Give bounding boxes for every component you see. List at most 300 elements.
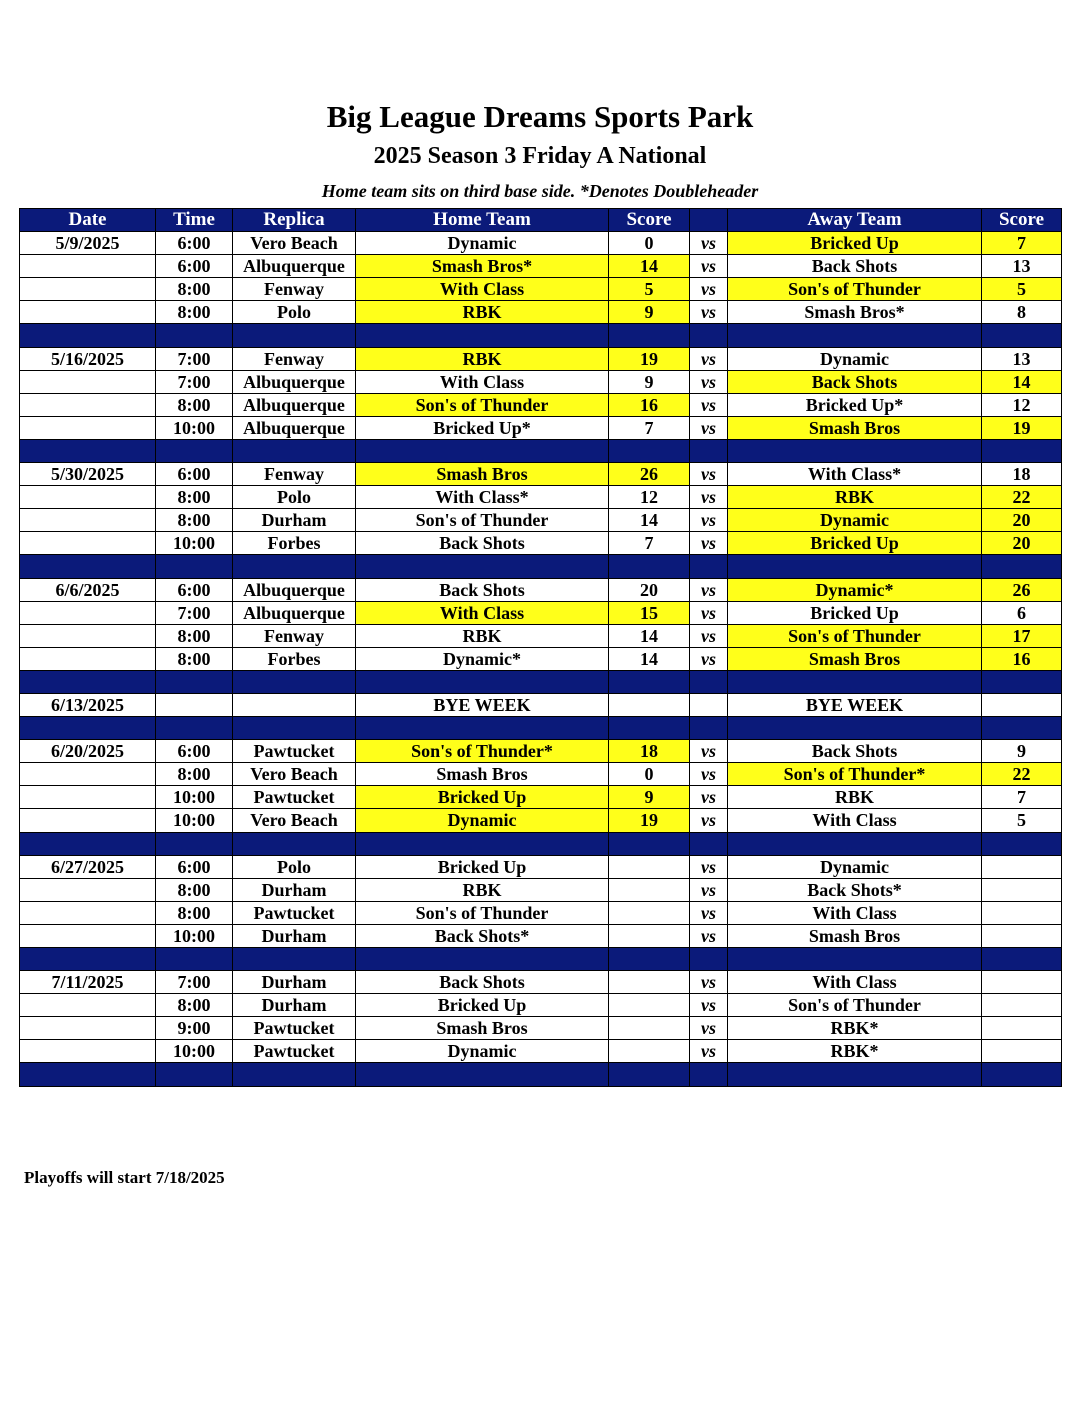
cell-time: 10:00 <box>156 1040 233 1063</box>
separator-cell <box>356 670 609 693</box>
cell-home-team: Son's of Thunder <box>356 393 609 416</box>
cell-away-score: 20 <box>982 532 1062 555</box>
table-row <box>20 532 1062 555</box>
cell-date <box>20 393 156 416</box>
table-row <box>20 647 1062 670</box>
cell-home-team: Son's of Thunder* <box>356 740 609 763</box>
separator-cell <box>609 555 690 578</box>
cell-away-score: 5 <box>982 809 1062 832</box>
separator-cell <box>233 948 356 971</box>
cell-replica: Pawtucket <box>233 1017 356 1040</box>
cell-date <box>20 763 156 786</box>
cell-home-score <box>609 693 690 716</box>
cell-away-team: BYE WEEK <box>728 693 982 716</box>
separator-cell <box>609 670 690 693</box>
cell-away-team: Dynamic* <box>728 578 982 601</box>
schedule-table <box>19 208 1062 1087</box>
separator-cell <box>156 717 233 740</box>
cell-vs: vs <box>690 486 728 509</box>
cell-time: 7:00 <box>156 347 233 370</box>
cell-away-team: Smash Bros <box>728 416 982 439</box>
cell-away-team: With Class* <box>728 463 982 486</box>
cell-vs: vs <box>690 393 728 416</box>
cell-away-score: 19 <box>982 416 1062 439</box>
cell-away-score: 22 <box>982 763 1062 786</box>
cell-home-team: Dynamic <box>356 809 609 832</box>
cell-home-score <box>609 1017 690 1040</box>
col-header-vs <box>690 209 728 232</box>
week-separator-row <box>20 555 1062 578</box>
separator-cell <box>233 1063 356 1086</box>
cell-replica: Durham <box>233 994 356 1017</box>
cell-home-team: With Class <box>356 601 609 624</box>
cell-away-score: 7 <box>982 232 1062 255</box>
week-separator-row <box>20 1063 1062 1086</box>
separator-cell <box>690 832 728 855</box>
cell-vs: vs <box>690 809 728 832</box>
cell-home-team: Dynamic* <box>356 647 609 670</box>
cell-replica: Pawtucket <box>233 1040 356 1063</box>
cell-time: 7:00 <box>156 601 233 624</box>
separator-cell <box>609 439 690 462</box>
separator-cell <box>728 717 982 740</box>
cell-date <box>20 647 156 670</box>
table-row <box>20 509 1062 532</box>
table-row <box>20 463 1062 486</box>
cell-replica <box>233 693 356 716</box>
cell-home-team: With Class* <box>356 486 609 509</box>
cell-away-score: 13 <box>982 347 1062 370</box>
separator-cell <box>356 324 609 347</box>
cell-away-team: Son's of Thunder* <box>728 763 982 786</box>
table-row <box>20 994 1062 1017</box>
cell-home-team: Bricked Up <box>356 994 609 1017</box>
cell-home-score: 18 <box>609 740 690 763</box>
cell-away-score <box>982 924 1062 947</box>
cell-date <box>20 532 156 555</box>
cell-home-team: Back Shots <box>356 532 609 555</box>
table-row <box>20 578 1062 601</box>
cell-away-team: Smash Bros <box>728 647 982 670</box>
cell-home-score: 5 <box>609 278 690 301</box>
cell-vs <box>690 693 728 716</box>
table-row <box>20 693 1062 716</box>
cell-home-score: 20 <box>609 578 690 601</box>
cell-away-score: 13 <box>982 255 1062 278</box>
cell-away-score <box>982 1017 1062 1040</box>
cell-date: 5/30/2025 <box>20 463 156 486</box>
table-row <box>20 971 1062 994</box>
cell-date <box>20 486 156 509</box>
cell-away-team: Back Shots* <box>728 878 982 901</box>
table-row <box>20 809 1062 832</box>
cell-home-score: 16 <box>609 393 690 416</box>
cell-replica: Albuquerque <box>233 393 356 416</box>
cell-time: 6:00 <box>156 255 233 278</box>
cell-replica: Polo <box>233 855 356 878</box>
cell-vs: vs <box>690 601 728 624</box>
cell-time: 10:00 <box>156 786 233 809</box>
cell-away-score: 5 <box>982 278 1062 301</box>
cell-away-team: Dynamic <box>728 855 982 878</box>
separator-cell <box>690 555 728 578</box>
cell-away-score <box>982 901 1062 924</box>
cell-replica: Polo <box>233 486 356 509</box>
cell-home-score: 7 <box>609 416 690 439</box>
cell-vs: vs <box>690 878 728 901</box>
cell-vs: vs <box>690 1040 728 1063</box>
cell-time <box>156 693 233 716</box>
cell-replica: Fenway <box>233 463 356 486</box>
col-header-date: Date <box>20 209 156 232</box>
cell-home-team: Smash Bros* <box>356 255 609 278</box>
table-row <box>20 486 1062 509</box>
cell-date <box>20 924 156 947</box>
cell-date: 6/20/2025 <box>20 740 156 763</box>
cell-home-score: 9 <box>609 370 690 393</box>
cell-time: 7:00 <box>156 971 233 994</box>
cell-home-score <box>609 924 690 947</box>
separator-cell <box>728 1063 982 1086</box>
cell-time: 8:00 <box>156 994 233 1017</box>
table-row <box>20 924 1062 947</box>
col-header-time: Time <box>156 209 233 232</box>
separator-cell <box>609 1063 690 1086</box>
table-row <box>20 624 1062 647</box>
cell-date <box>20 301 156 324</box>
cell-vs: vs <box>690 532 728 555</box>
cell-vs: vs <box>690 855 728 878</box>
cell-home-team: RBK <box>356 878 609 901</box>
cell-replica: Albuquerque <box>233 370 356 393</box>
cell-away-team: Smash Bros* <box>728 301 982 324</box>
separator-cell <box>690 1063 728 1086</box>
cell-away-team: With Class <box>728 809 982 832</box>
cell-replica: Pawtucket <box>233 901 356 924</box>
cell-away-team: Smash Bros <box>728 924 982 947</box>
separator-cell <box>20 717 156 740</box>
cell-home-team: Dynamic <box>356 1040 609 1063</box>
separator-cell <box>20 555 156 578</box>
cell-time: 8:00 <box>156 647 233 670</box>
separator-cell <box>609 324 690 347</box>
separator-cell <box>356 832 609 855</box>
separator-cell <box>690 439 728 462</box>
separator-cell <box>233 439 356 462</box>
cell-replica: Albuquerque <box>233 601 356 624</box>
cell-away-score: 6 <box>982 601 1062 624</box>
table-row <box>20 232 1062 255</box>
cell-time: 6:00 <box>156 740 233 763</box>
separator-cell <box>156 555 233 578</box>
cell-vs: vs <box>690 278 728 301</box>
cell-away-team: Bricked Up <box>728 532 982 555</box>
table-row <box>20 416 1062 439</box>
separator-cell <box>156 1063 233 1086</box>
cell-date <box>20 416 156 439</box>
separator-cell <box>728 832 982 855</box>
separator-cell <box>609 832 690 855</box>
cell-date <box>20 1040 156 1063</box>
table-row <box>20 878 1062 901</box>
cell-home-score: 14 <box>609 509 690 532</box>
separator-cell <box>156 439 233 462</box>
separator-cell <box>690 670 728 693</box>
cell-home-team: Dynamic <box>356 232 609 255</box>
cell-away-team: Son's of Thunder <box>728 624 982 647</box>
cell-home-team: RBK <box>356 624 609 647</box>
separator-cell <box>356 555 609 578</box>
week-separator-row <box>20 324 1062 347</box>
cell-time: 10:00 <box>156 416 233 439</box>
cell-date: 5/9/2025 <box>20 232 156 255</box>
cell-home-score: 0 <box>609 763 690 786</box>
cell-away-score <box>982 878 1062 901</box>
cell-home-score <box>609 1040 690 1063</box>
cell-replica: Forbes <box>233 647 356 670</box>
cell-date: 5/16/2025 <box>20 347 156 370</box>
separator-cell <box>356 948 609 971</box>
separator-cell <box>20 948 156 971</box>
separator-cell <box>690 948 728 971</box>
cell-home-score: 14 <box>609 255 690 278</box>
separator-cell <box>233 324 356 347</box>
schedule-body <box>20 232 1062 1086</box>
separator-cell <box>982 717 1062 740</box>
cell-away-score: 12 <box>982 393 1062 416</box>
schedule-note: Home team sits on third base side. *Denotes Doubleheader <box>321 181 759 201</box>
cell-replica: Fenway <box>233 347 356 370</box>
cell-vs: vs <box>690 901 728 924</box>
cell-away-team: Son's of Thunder <box>728 994 982 1017</box>
separator-cell <box>233 555 356 578</box>
cell-replica: Albuquerque <box>233 416 356 439</box>
cell-away-team: With Class <box>728 901 982 924</box>
separator-cell <box>356 717 609 740</box>
cell-home-score <box>609 901 690 924</box>
week-separator-row <box>20 439 1062 462</box>
table-row <box>20 347 1062 370</box>
cell-time: 8:00 <box>156 624 233 647</box>
cell-replica: Forbes <box>233 532 356 555</box>
table-row <box>20 278 1062 301</box>
col-header-home-score: Score <box>609 209 690 232</box>
cell-home-team: Back Shots* <box>356 924 609 947</box>
cell-vs: vs <box>690 416 728 439</box>
cell-away-score: 26 <box>982 578 1062 601</box>
separator-cell <box>20 439 156 462</box>
col-header-home-team: Home Team <box>356 209 609 232</box>
cell-time: 10:00 <box>156 924 233 947</box>
cell-away-team: Son's of Thunder <box>728 278 982 301</box>
cell-away-score: 16 <box>982 647 1062 670</box>
cell-away-score: 22 <box>982 486 1062 509</box>
cell-away-team: RBK* <box>728 1017 982 1040</box>
col-header-replica: Replica <box>233 209 356 232</box>
cell-home-team: Smash Bros <box>356 763 609 786</box>
cell-vs: vs <box>690 509 728 532</box>
separator-cell <box>728 670 982 693</box>
cell-date <box>20 370 156 393</box>
cell-away-score: 14 <box>982 370 1062 393</box>
separator-cell <box>356 439 609 462</box>
cell-replica: Vero Beach <box>233 232 356 255</box>
cell-home-score: 19 <box>609 809 690 832</box>
cell-time: 8:00 <box>156 486 233 509</box>
cell-date: 6/13/2025 <box>20 693 156 716</box>
col-header-away-team: Away Team <box>728 209 982 232</box>
cell-home-score: 15 <box>609 601 690 624</box>
cell-date: 6/27/2025 <box>20 855 156 878</box>
cell-away-team: Back Shots <box>728 370 982 393</box>
cell-time: 10:00 <box>156 809 233 832</box>
cell-replica: Fenway <box>233 278 356 301</box>
cell-time: 8:00 <box>156 509 233 532</box>
cell-vs: vs <box>690 347 728 370</box>
cell-time: 8:00 <box>156 901 233 924</box>
cell-time: 7:00 <box>156 370 233 393</box>
separator-cell <box>356 1063 609 1086</box>
cell-date: 6/6/2025 <box>20 578 156 601</box>
cell-home-team: Smash Bros <box>356 1017 609 1040</box>
table-row <box>20 255 1062 278</box>
cell-replica: Durham <box>233 924 356 947</box>
page-title: Big League Dreams Sports Park <box>326 99 754 134</box>
cell-home-team: Smash Bros <box>356 463 609 486</box>
separator-cell <box>728 439 982 462</box>
cell-away-score: 20 <box>982 509 1062 532</box>
cell-time: 9:00 <box>156 1017 233 1040</box>
cell-away-team: Bricked Up* <box>728 393 982 416</box>
cell-home-team: Bricked Up <box>356 786 609 809</box>
cell-time: 6:00 <box>156 232 233 255</box>
cell-away-team: Back Shots <box>728 255 982 278</box>
cell-vs: vs <box>690 370 728 393</box>
cell-date <box>20 878 156 901</box>
cell-home-score: 9 <box>609 301 690 324</box>
cell-time: 8:00 <box>156 763 233 786</box>
cell-time: 6:00 <box>156 855 233 878</box>
separator-cell <box>20 1063 156 1086</box>
table-row <box>20 370 1062 393</box>
cell-vs: vs <box>690 624 728 647</box>
page-subtitle: 2025 Season 3 Friday A National <box>373 143 707 169</box>
cell-away-team: With Class <box>728 971 982 994</box>
week-separator-row <box>20 717 1062 740</box>
separator-cell <box>233 670 356 693</box>
separator-cell <box>20 832 156 855</box>
cell-vs: vs <box>690 1017 728 1040</box>
cell-date <box>20 994 156 1017</box>
cell-date <box>20 601 156 624</box>
cell-away-team: RBK <box>728 786 982 809</box>
separator-cell <box>982 948 1062 971</box>
separator-cell <box>156 948 233 971</box>
cell-away-score <box>982 994 1062 1017</box>
cell-home-team: Bricked Up <box>356 855 609 878</box>
cell-away-score <box>982 971 1062 994</box>
separator-cell <box>609 717 690 740</box>
cell-vs: vs <box>690 740 728 763</box>
cell-time: 10:00 <box>156 532 233 555</box>
separator-cell <box>982 832 1062 855</box>
separator-cell <box>233 832 356 855</box>
table-row <box>20 1017 1062 1040</box>
separator-cell <box>20 324 156 347</box>
cell-away-score: 18 <box>982 463 1062 486</box>
cell-date <box>20 901 156 924</box>
cell-away-team: Bricked Up <box>728 601 982 624</box>
cell-vs: vs <box>690 232 728 255</box>
cell-replica: Vero Beach <box>233 809 356 832</box>
cell-home-score: 9 <box>609 786 690 809</box>
cell-replica: Vero Beach <box>233 763 356 786</box>
col-header-away-score: Score <box>982 209 1062 232</box>
cell-home-team: BYE WEEK <box>356 693 609 716</box>
cell-home-score: 14 <box>609 647 690 670</box>
cell-time: 6:00 <box>156 463 233 486</box>
table-row <box>20 393 1062 416</box>
cell-date <box>20 278 156 301</box>
cell-home-team: With Class <box>356 278 609 301</box>
table-row <box>20 740 1062 763</box>
table-row <box>20 1040 1062 1063</box>
cell-away-score <box>982 855 1062 878</box>
cell-replica: Durham <box>233 878 356 901</box>
cell-time: 8:00 <box>156 878 233 901</box>
separator-cell <box>690 324 728 347</box>
cell-replica: Albuquerque <box>233 578 356 601</box>
cell-vs: vs <box>690 463 728 486</box>
cell-home-score <box>609 855 690 878</box>
cell-date <box>20 1017 156 1040</box>
cell-time: 8:00 <box>156 278 233 301</box>
week-separator-row <box>20 832 1062 855</box>
separator-cell <box>728 555 982 578</box>
table-row <box>20 763 1062 786</box>
cell-vs: vs <box>690 301 728 324</box>
cell-replica: Durham <box>233 971 356 994</box>
separator-cell <box>982 324 1062 347</box>
cell-away-team: RBK <box>728 486 982 509</box>
cell-date <box>20 624 156 647</box>
cell-date <box>20 786 156 809</box>
cell-home-score <box>609 971 690 994</box>
cell-away-team: Back Shots <box>728 740 982 763</box>
cell-vs: vs <box>690 924 728 947</box>
cell-away-score: 8 <box>982 301 1062 324</box>
cell-date <box>20 255 156 278</box>
cell-home-team: RBK <box>356 301 609 324</box>
separator-cell <box>728 948 982 971</box>
cell-home-score: 19 <box>609 347 690 370</box>
cell-vs: vs <box>690 763 728 786</box>
cell-away-score: 9 <box>982 740 1062 763</box>
cell-home-team: With Class <box>356 370 609 393</box>
cell-home-team: Son's of Thunder <box>356 509 609 532</box>
cell-home-score: 0 <box>609 232 690 255</box>
cell-replica: Albuquerque <box>233 255 356 278</box>
cell-away-team: Bricked Up <box>728 232 982 255</box>
cell-vs: vs <box>690 647 728 670</box>
cell-home-score: 14 <box>609 624 690 647</box>
playoffs-note: Playoffs will start 7/18/2025 <box>24 1168 225 1187</box>
separator-cell <box>609 948 690 971</box>
cell-vs: vs <box>690 255 728 278</box>
cell-home-team: Bricked Up* <box>356 416 609 439</box>
cell-home-team: Back Shots <box>356 578 609 601</box>
separator-cell <box>982 670 1062 693</box>
